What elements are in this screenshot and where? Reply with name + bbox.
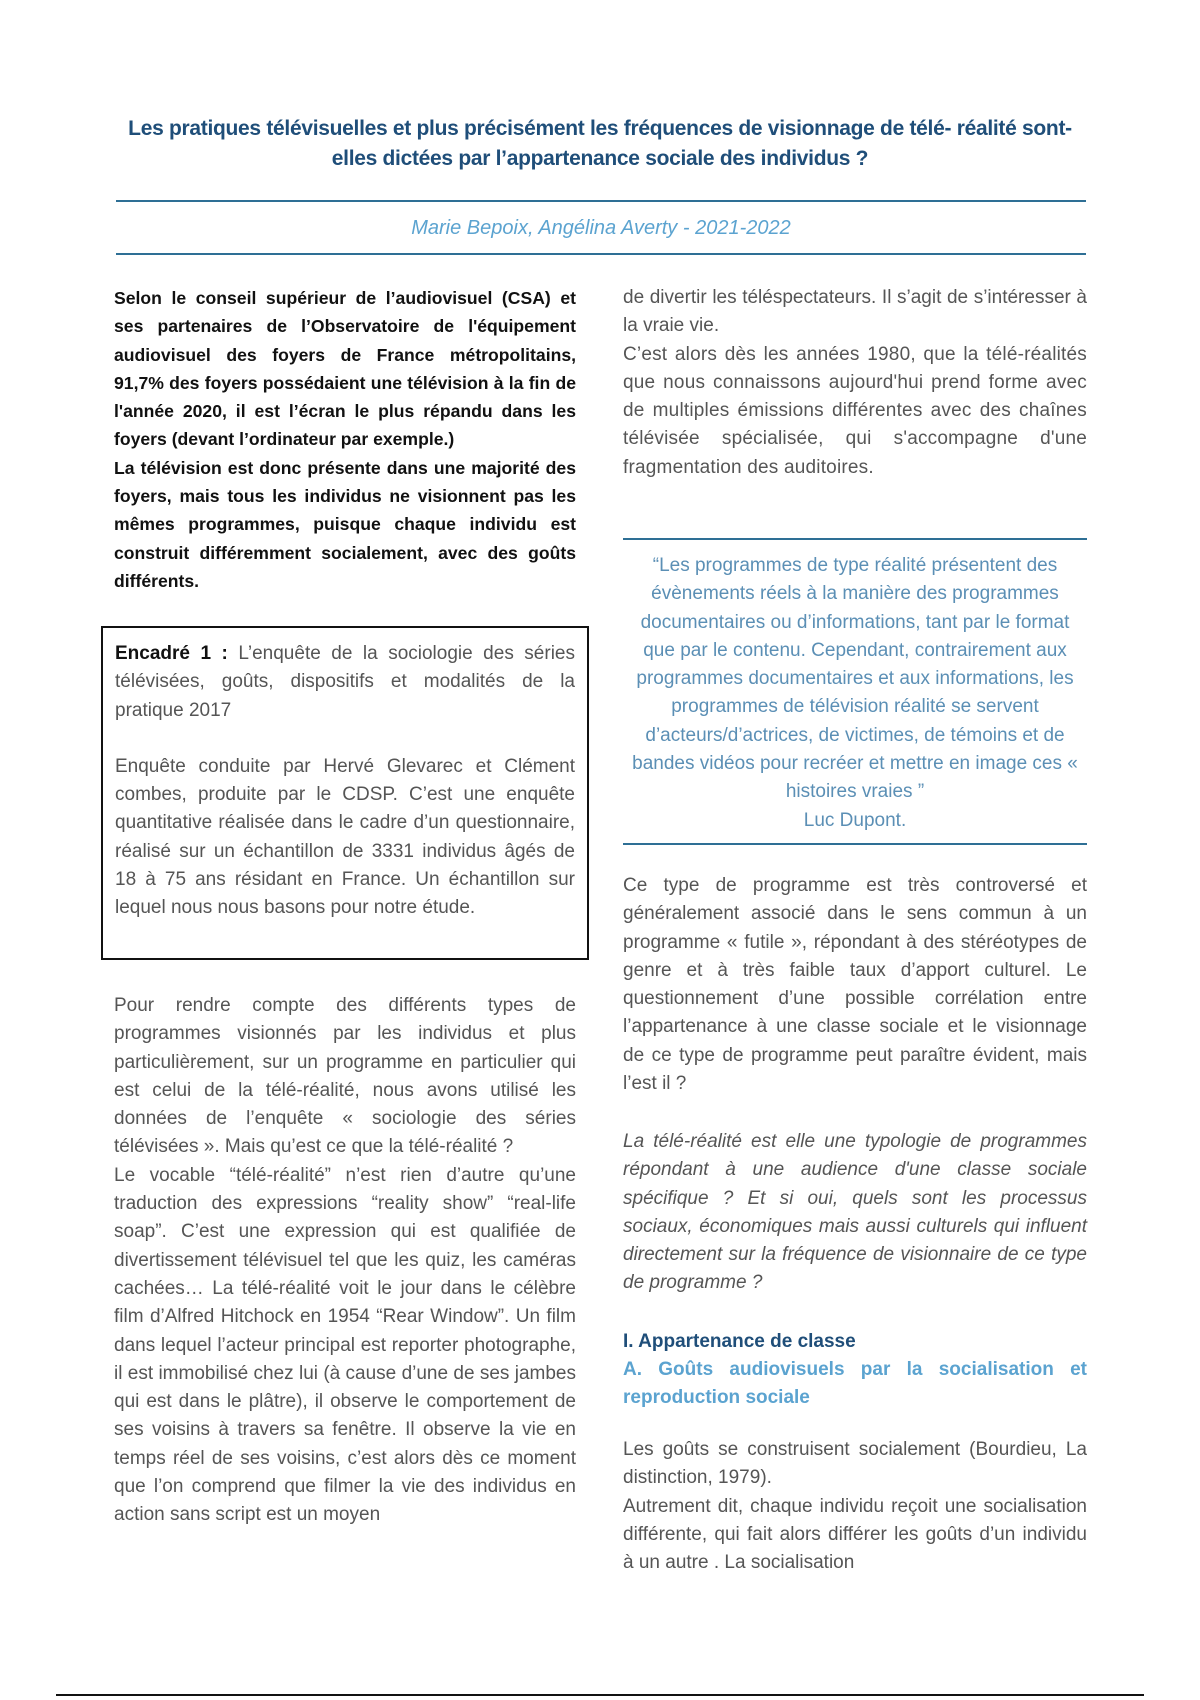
intro-text [114, 284, 576, 595]
body-paragraph-1: Pour rendre compte des différents types de programmes visionnés par les individus et plus particulièrement, sur un programme en particulier qui est celui de la télé-réalité, nous avons utilisé les données de l’enquête « sociologie des séries télévisées ». Mais qu’est ce que la télé-réalité ? [114, 995, 576, 1158]
quote-bottom-rule [623, 843, 1087, 845]
title-top-rule [116, 200, 1086, 202]
title-line-2: elles dictées par l’appartenance sociale des individus ? [331, 147, 869, 170]
intro-paragraph-2: La télévision est donc présente dans une majorité des foyers, mais tous les individus ne visionnent pas les mêmes programmes, puisque chaque individu est construit différemment socialement, avec des goûts différents. [114, 457, 576, 591]
author-years: 2021-2022 [695, 217, 791, 239]
quote-author: Luc Dupont. [803, 809, 907, 831]
title-bottom-rule [116, 253, 1086, 255]
research-question [623, 1128, 1087, 1298]
document-title [120, 114, 1080, 174]
right-paragraph-1: de divertir les téléspectateurs. Il s’agit de s’intéresser à la vraie vie. [623, 287, 1087, 337]
box-label: Encadré 1 : [115, 643, 228, 664]
right-bottom-text [623, 1436, 1087, 1577]
author-separator: - [677, 217, 696, 239]
quote-block [623, 552, 1087, 835]
box-heading [115, 640, 575, 725]
right-paragraph-3: Ce type de programme est très controversé et généralement associé dans le sens commun à un programme « futile », répondant à des stéréotypes de genre et à très faible taux d’apport culturel. Le questionnement d’une possible corrélation entre l’appartenance à une classe sociale et le visionnage de ce type de programme peut paraître évident, mais l’est il ? [623, 875, 1087, 1095]
right-paragraph-2: C’est alors dès les années 1980, que la télé-réalités que nous connaissons aujourd'hui prend forme avec de multiples émissions différentes avec des chaînes télévisée spécialisée, qui s'accompagne d'une fragmentation des auditoires. [623, 343, 1087, 478]
question-text: La télé-réalité est elle une typologie de programmes répondant à une audience d'une classe sociale spécifique ? Et si oui, quels sont les processus sociaux, économiques mais aussi culturels qui influent directement sur la fréquence de visionnaire de ce type de programme ? [623, 1131, 1087, 1294]
intro-paragraph-1: Selon le conseil supérieur de l’audiovisuel (CSA) et ses partenaires de l’Observatoire de l'équipement audiovisuel des foyers de France métropolitains, 91,7% des foyers possédaient une télévision à la fin de l'année 2020, il est l’écran le plus répandu dans les foyers (devant l’ordinateur par exemple.) [114, 288, 576, 450]
box-title: L’enquête de la sociologie des séries télévisées, goûts, dispositifs et modalités de la pratique 2017 [115, 643, 575, 721]
right-paragraph-4: Les goûts se construisent socialement (Bourdieu, La distinction, 1979). [623, 1439, 1087, 1489]
body-paragraph-2: Le vocable “télé-réalité” n’est rien d’autre qu’une traduction des expressions “reality show” “real-life soap”. C’est une expression qui est qualifiée de divertissement télévisuel tel que les quiz, les caméras cachées… La télé-réalité voit le jour dans le célèbre film d’Alfred Hitchock en 1954 “Rear Window”. Un film dans lequel l’acteur principal est reporter photographe, il est immobilisé chez lui (à cause d’une de ses jambes qui est dans le plâtre), il observe le comportement de ses voisins à travers sa fenêtre. Il observe la vie en temps réel de ses voisins, c’est alors dès ce moment que l’on comprend que filmer la vie des individus en action sans script est un moyen [114, 1164, 576, 1526]
title-line-1: Les pratiques télévisuelles et plus précisément les fréquences de visionnage de télé- réalité sont- [128, 117, 1072, 140]
authors-line [116, 214, 1086, 242]
author-names: Marie Bepoix, Angélina Averty [411, 217, 678, 239]
right-paragraph-5: Autrement dit, chaque individu reçoit une socialisation différente, qui fait alors différer les goûts d’un individu à un autre . La socialisation [623, 1495, 1087, 1574]
quote-text: “Les programmes de type réalité présentent des évènements réels à la manière des programmes documentaires ou d’informations, tant par le format que par le contenu. Cependant, contrairement aux programmes documentaires et aux informations, les programmes de télévision réalité se servent d’acteurs/d’actrices, de victimes, de témoins et de bandes vidéos pour recréer et mettre en image ces « histoires vraies ” [632, 555, 1078, 803]
footer-rule [56, 1694, 1144, 1696]
right-top-text [623, 284, 1087, 482]
left-body-text [114, 992, 576, 1530]
section-headings [623, 1328, 1087, 1412]
encadre-box [101, 626, 589, 960]
section-heading: I. Appartenance de classe [623, 1331, 856, 1352]
right-mid-text [623, 872, 1087, 1098]
quote-top-rule [623, 538, 1087, 540]
subsection-heading: A. Goûts audiovisuels par la socialisation et reproduction sociale [623, 1359, 1087, 1408]
box-body: Enquête conduite par Hervé Glevarec et Clément combes, produite par le CDSP. C’est une enquête quantitative réalisée dans le cadre d’un questionnaire, réalisé sur un échantillon de 3331 individus âgés de 18 à 75 ans résidant en France. Un échantillon sur lequel nous nous basons pour notre étude. [115, 755, 575, 919]
